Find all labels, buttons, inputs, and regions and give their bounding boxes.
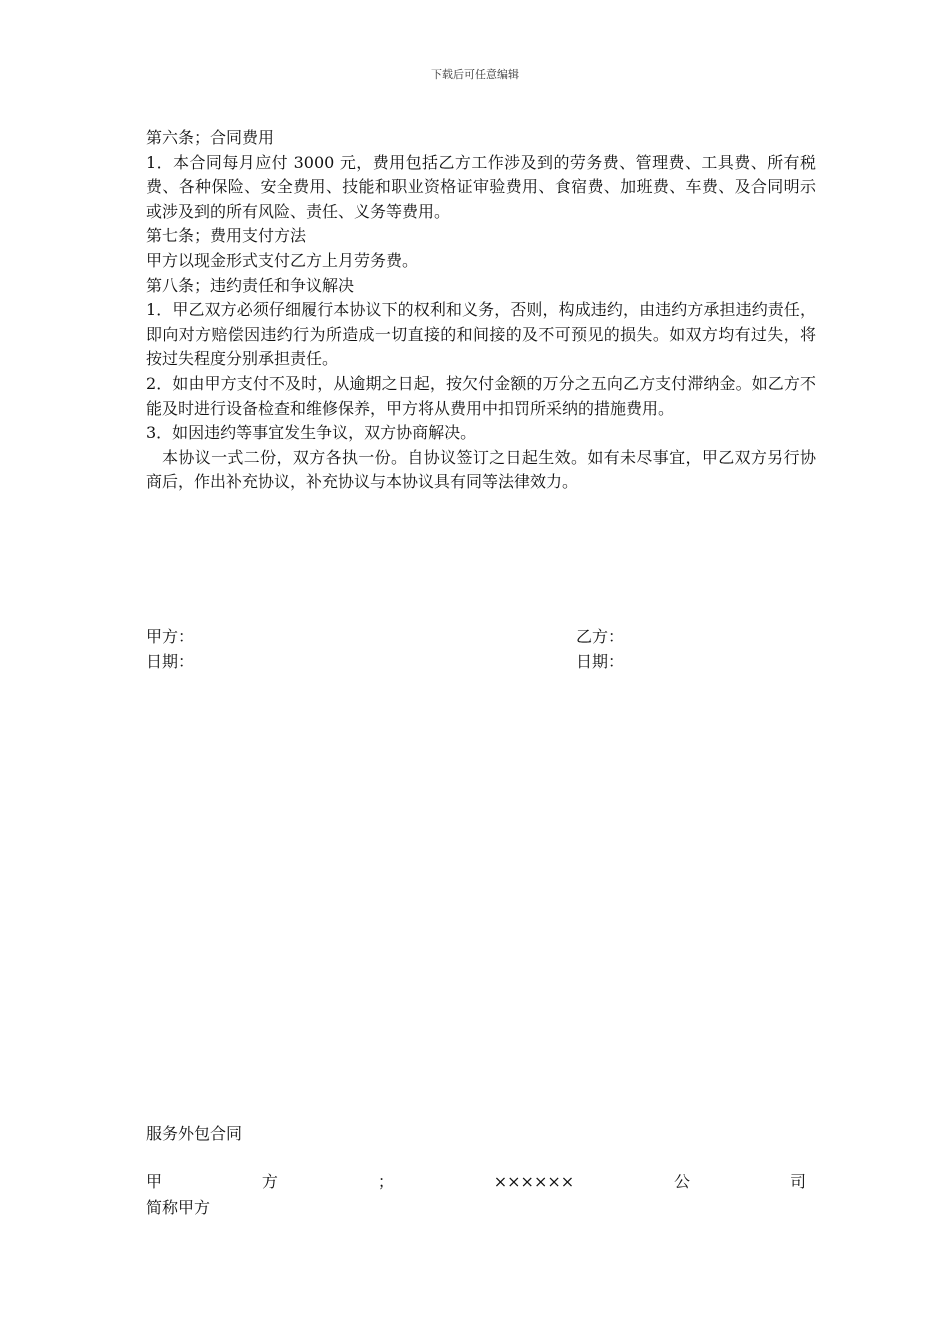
article-6-heading: 第六条；合同费用	[146, 128, 275, 147]
closing-paragraph: 本协议一式二份，双方各执一份。自协议签订之日起生效。如有未尽事宜，甲乙双方另行协商后，作出补充协议，补充协议与本协议具有同等法律效力。	[146, 447, 816, 492]
party-line-char: 甲	[146, 1172, 163, 1191]
article-7-text: 甲方以现金形式支付乙方上月劳务费。	[146, 250, 419, 270]
party-a-short-name: 简称甲方	[146, 1198, 211, 1217]
party-a-label: 甲方：	[146, 627, 195, 646]
page-header: 下载后可任意编辑	[431, 68, 519, 81]
contract-body	[146, 126, 816, 495]
article-8-clause-2: 2．如由甲方支付不及时，从逾期之日起，按欠付金额的万分之五向乙方支付滞纳金。如乙方不能及时进行设备检查和维修保养，甲方将从费用中扣罚所采纳的措施费用。	[146, 373, 816, 418]
party-b-label: 乙方：	[576, 627, 625, 646]
party-a-line	[146, 1170, 806, 1194]
party-line-char: 司	[789, 1172, 806, 1191]
next-contract-title: 服务外包合同	[146, 1124, 243, 1143]
party-a-signature-block	[146, 625, 194, 674]
article-6-clause-1: 1．本合同每月应付 3000 元，费用包括乙方工作涉及到的劳务费、管理费、工具费、所有税费、各种保险、安全费用、技能和职业资格证审验费用、食宿费、加班费、车费、及合同明示或涉及到的所有风险、责任、义务等费用。	[146, 152, 816, 221]
party-b-signature-block	[576, 625, 624, 674]
party-line-char: 公	[674, 1172, 691, 1191]
party-line-char: 方	[261, 1172, 278, 1191]
party-line-char: ；	[377, 1172, 394, 1191]
article-8-heading: 第八条；违约责任和争议解决	[146, 275, 355, 295]
party-a-date-label: 日期：	[146, 651, 195, 671]
article-7-heading: 第七条；费用支付方法	[146, 226, 307, 246]
party-line-char: ××××××	[493, 1172, 575, 1191]
article-8-clause-1: 1．甲乙双方必须仔细履行本协议下的权利和义务，否则，构成违约，由违约方承担违约责任，即向对方赔偿因违约行为所造成一切直接的和间接的及不可预见的损失。如双方均有过失，将按过失程度分别承担责任。	[146, 300, 816, 369]
article-8-clause-3: 3．如因违约等事宜发生争议，双方协商解决。	[146, 423, 477, 443]
party-b-date-label: 日期：	[576, 651, 625, 671]
